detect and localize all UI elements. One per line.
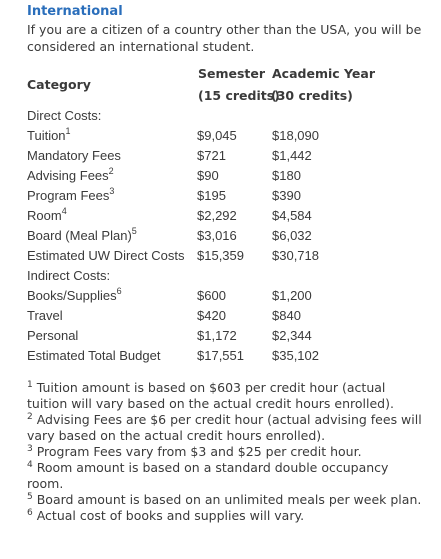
footnote-ref: 5: [131, 226, 137, 236]
row-category-label: Advising Fees: [27, 168, 109, 183]
footnote-ref: 6: [116, 286, 122, 296]
row-category: [27, 308, 63, 323]
row-academic-year-value: $35,102: [272, 348, 319, 363]
footnote-number: 1: [27, 380, 33, 390]
row-semester-value: $9,045: [197, 128, 237, 143]
footnote: [27, 508, 422, 524]
row-academic-year-value: $390: [272, 188, 301, 203]
row-category-label: Estimated Total Budget: [27, 348, 161, 363]
row-category-label: Tuition: [27, 128, 66, 143]
footnote-ref: 4: [61, 206, 67, 216]
footnote: [27, 492, 422, 508]
row-academic-year-value: $840: [272, 308, 301, 323]
footnote-text: Program Fees vary from $3 and $25 per credit hour.: [36, 444, 362, 459]
row-semester-value: $15,359: [197, 248, 244, 263]
footnote-text: Actual cost of books and supplies will vary.: [36, 508, 305, 523]
footnote-text: Tuition amount is based on $603 per credit hour (actual tuition will vary based on the actual credit hours enrolled).: [27, 380, 394, 411]
table-row: [0, 106, 441, 126]
footnote-ref: 1: [65, 126, 71, 136]
row-academic-year-value: $18,090: [272, 128, 319, 143]
footnote-text: Room amount is based on a standard double occupancy room.: [27, 460, 389, 491]
row-category: [27, 208, 67, 223]
row-academic-year-value: $1,200: [272, 288, 312, 303]
header-category: Category: [27, 77, 91, 92]
cost-table: [0, 106, 441, 366]
footnote: [27, 444, 422, 460]
row-category: [27, 228, 137, 243]
table-header: [0, 66, 441, 110]
footnote: [27, 460, 422, 492]
row-category-label: Program Fees: [27, 188, 110, 203]
header-academic-year-credits: (30 credits): [271, 88, 353, 103]
row-category-label: Travel: [27, 308, 63, 323]
footnote-number: 3: [27, 444, 33, 454]
footnote-ref: 3: [109, 186, 115, 196]
header-semester: Semester: [198, 66, 266, 81]
row-category: [27, 188, 114, 203]
row-category: [27, 268, 110, 283]
table-row: [0, 306, 441, 326]
row-category: [27, 348, 160, 363]
table-row: [0, 166, 441, 186]
row-category-label: Mandatory Fees: [27, 148, 121, 163]
row-academic-year-value: $6,032: [272, 228, 312, 243]
row-academic-year-value: $1,442: [272, 148, 312, 163]
row-semester-value: $195: [197, 188, 226, 203]
row-category-label: Direct Costs:: [27, 108, 102, 123]
row-category-label: Personal: [27, 328, 79, 343]
row-semester-value: $2,292: [197, 208, 237, 223]
footnote-number: 6: [27, 508, 33, 518]
table-row: [0, 226, 441, 246]
row-category-label: Indirect Costs:: [27, 268, 111, 283]
footnote-ref: 2: [108, 166, 114, 176]
table-row: [0, 146, 441, 166]
section-title: International: [27, 4, 123, 19]
footnote: [27, 412, 422, 444]
row-semester-value: $600: [197, 288, 226, 303]
table-row: [0, 246, 441, 266]
footnotes: [27, 380, 422, 524]
row-category-label: Room: [27, 208, 62, 223]
row-category: [27, 108, 101, 123]
row-academic-year-value: $4,584: [272, 208, 312, 223]
table-row: [0, 126, 441, 146]
row-semester-value: $3,016: [197, 228, 237, 243]
table-row: [0, 326, 441, 346]
row-semester-value: $17,551: [197, 348, 244, 363]
row-academic-year-value: $30,718: [272, 248, 319, 263]
row-category: [27, 148, 121, 163]
row-semester-value: $90: [197, 168, 219, 183]
table-row: [0, 266, 441, 286]
row-category: [27, 168, 114, 183]
row-semester-value: $1,172: [197, 328, 237, 343]
header-academic-year: Academic Year: [272, 66, 375, 81]
row-category: [27, 248, 184, 263]
row-category: [27, 128, 71, 143]
table-row: [0, 186, 441, 206]
header-semester-credits: (15 credits): [198, 88, 280, 103]
row-semester-value: $420: [197, 308, 226, 323]
table-row: [0, 206, 441, 226]
row-academic-year-value: $2,344: [272, 328, 312, 343]
table-row: [0, 286, 441, 306]
row-category-label: Estimated UW Direct Costs: [27, 248, 185, 263]
footnote-number: 2: [27, 412, 33, 422]
row-category-label: Board (Meal Plan): [27, 228, 132, 243]
row-academic-year-value: $180: [272, 168, 301, 183]
table-row: [0, 346, 441, 366]
footnote-text: Board amount is based on an unlimited meals per week plan.: [36, 492, 422, 507]
row-category: [27, 288, 122, 303]
footnote-text: Advising Fees are $6 per credit hour (actual advising fees will vary based on the actual credit hours enrolled).: [27, 412, 422, 443]
row-semester-value: $721: [197, 148, 226, 163]
row-category-label: Books/Supplies: [27, 288, 117, 303]
intro-text: If you are a citizen of a country other than the USA, you will be considered an international student.: [27, 22, 422, 54]
row-category: [27, 328, 78, 343]
footnote-number: 4: [27, 460, 33, 470]
footnote: [27, 380, 422, 412]
footnote-number: 5: [27, 492, 33, 502]
